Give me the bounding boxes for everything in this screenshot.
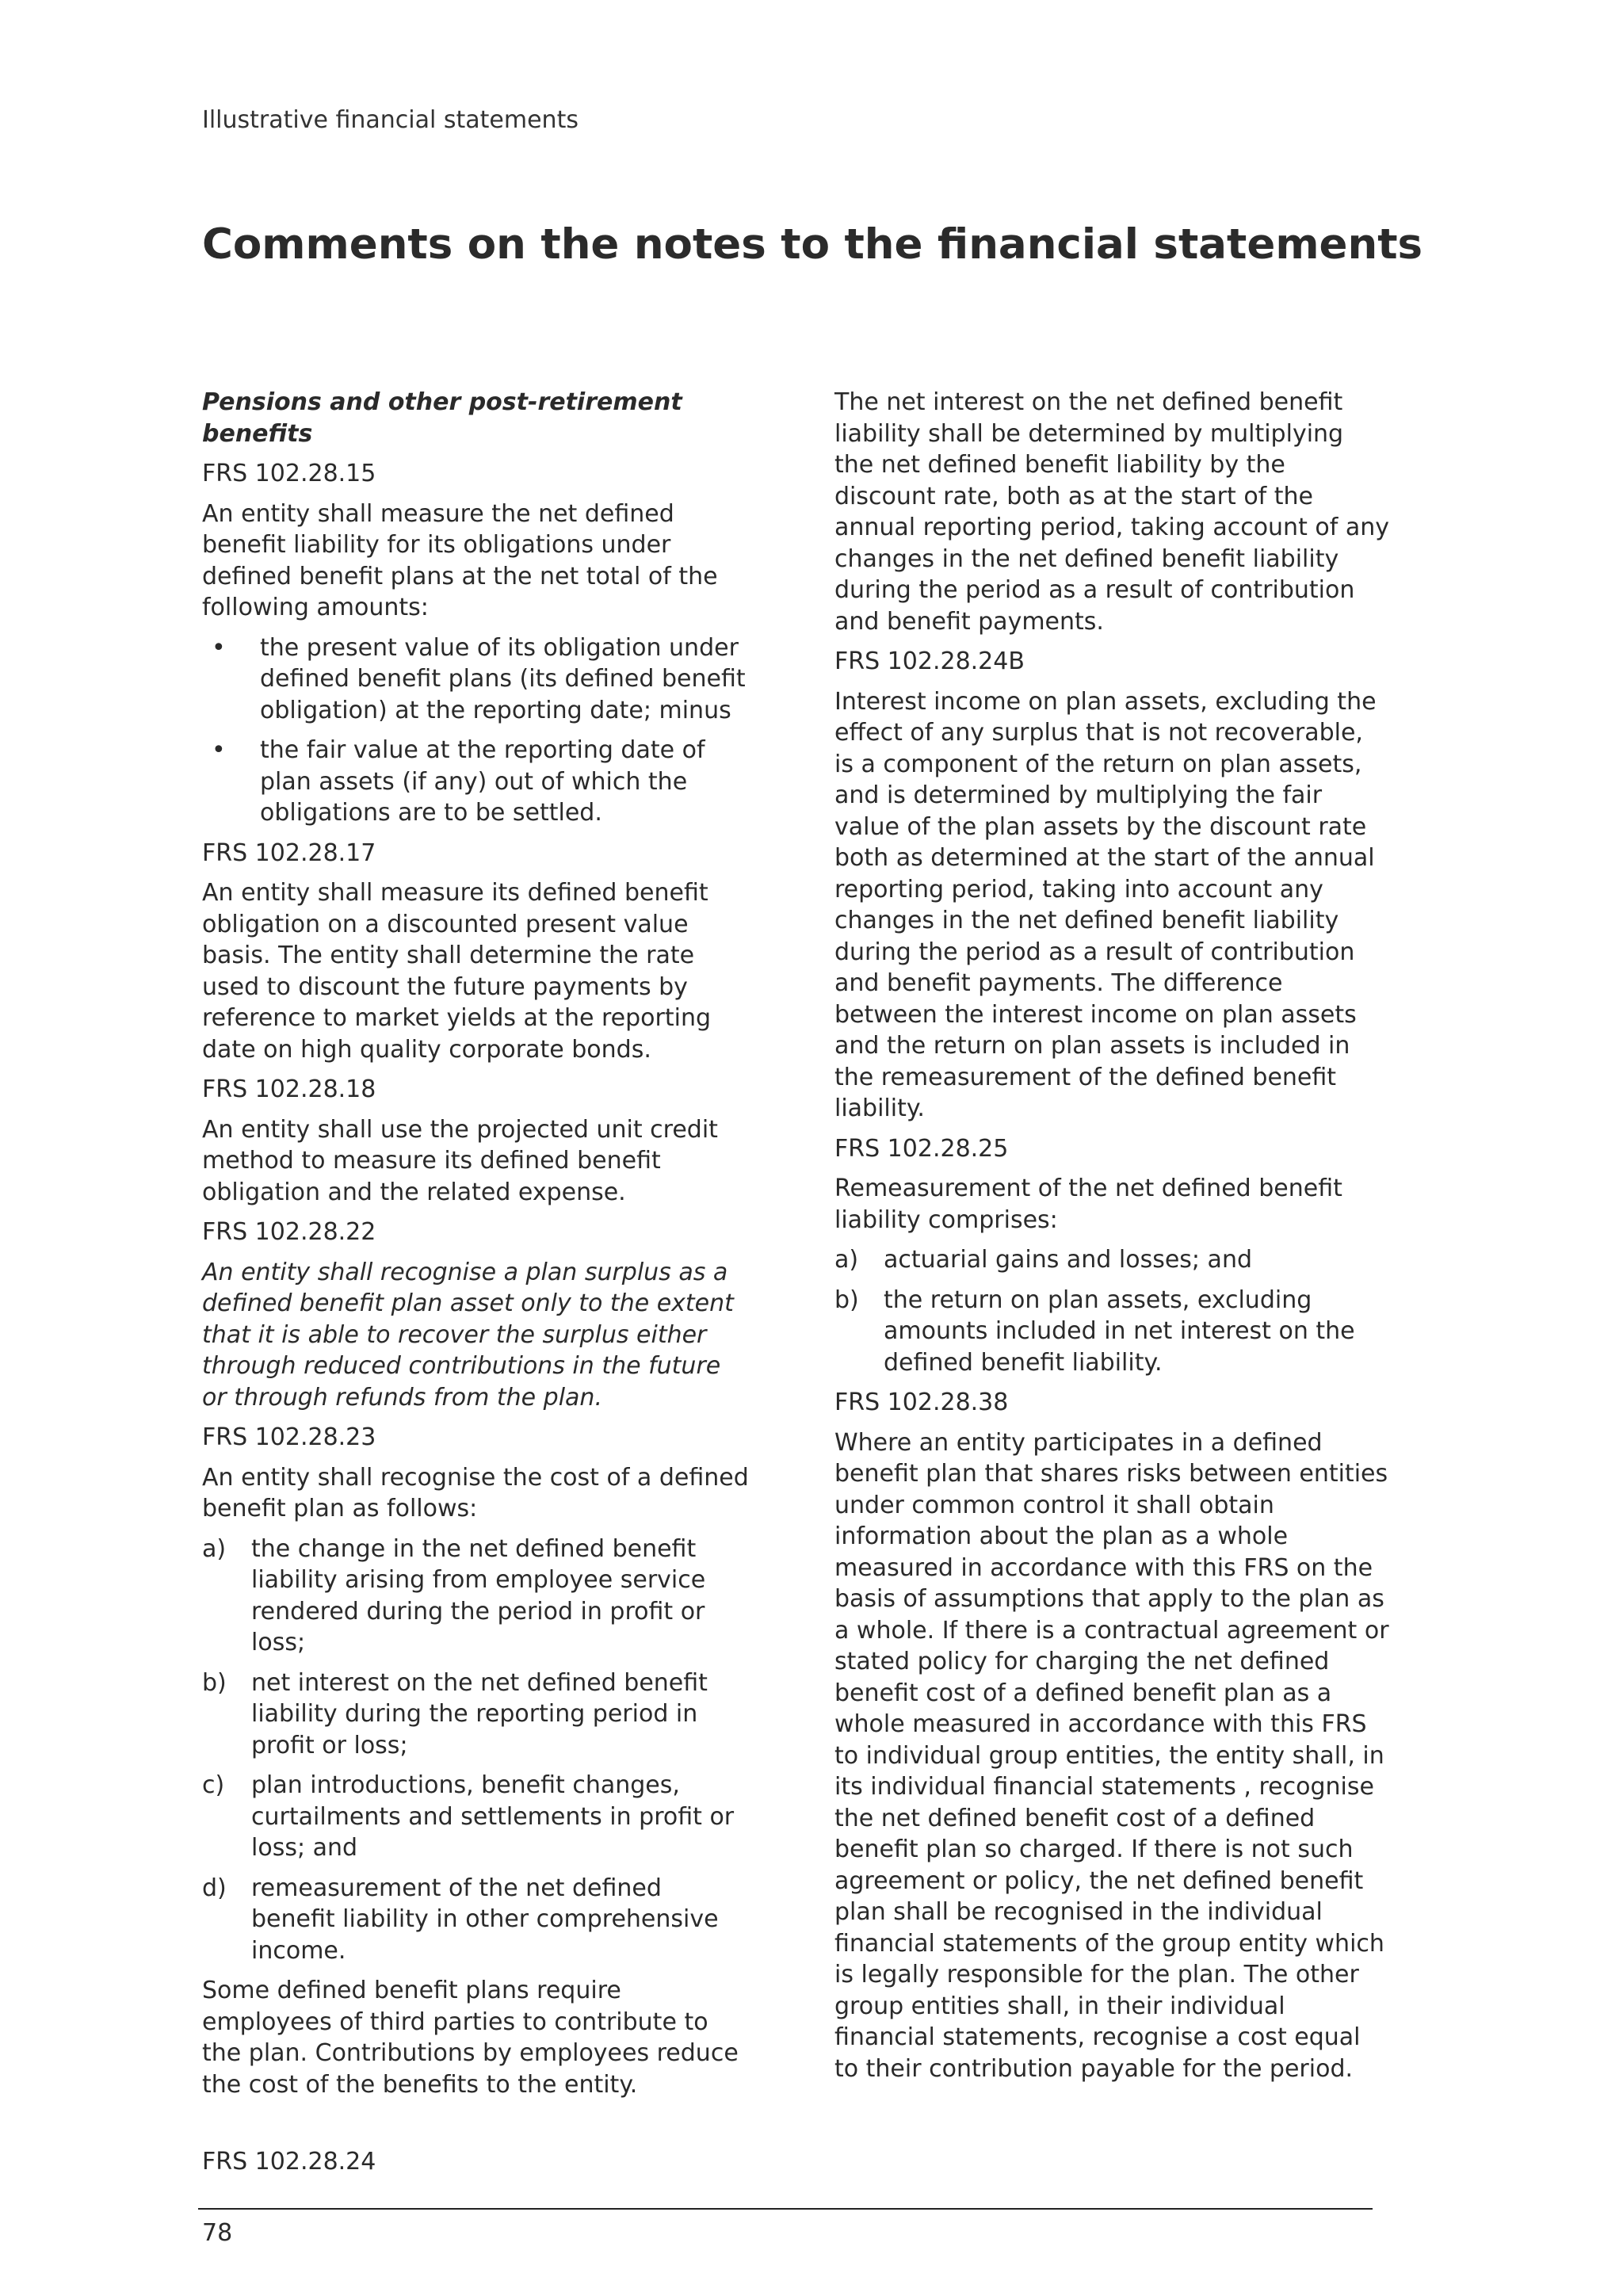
list-item [834, 1285, 1389, 1379]
list-item [202, 1668, 749, 1762]
bullet-item: • the fair value at the reporting date of plan assets (if any) out of which the obligations are to be settled. [202, 735, 749, 829]
list-item-text: remeasurement of the net defined benefit liability in other comprehensive income. [251, 1874, 719, 1965]
frs-reference: FRS 102.28.24B [834, 648, 1025, 675]
list-item [202, 1770, 749, 1864]
list-marker: a) [834, 1246, 859, 1274]
list-marker: b) [202, 1668, 227, 1697]
list-item-text: net interest on the net defined benefit liability during the reporting period in profit or loss; [251, 1668, 708, 1759]
paragraph: Interest income on plan assets, excluding the effect of any surplus that is not recoverable, is a component of the return on plan assets, and is determined by multiplying the fair value of the plan assets by the discount rate both as determined at the start of the annual reporting period, taking into account any changes in the net defined benefit liability during the period as a result of contribution and benefit payments. The difference between the interest income on plan assets and the return on plan assets is included in the remeasurement of the defined benefit liability. [834, 687, 1377, 1122]
frs-reference: FRS 102.28.15 [202, 460, 376, 487]
bullet-item: • the present value of its obligation under defined benefit plans (its defined benefit obligation) at the reporting date; minus [202, 632, 749, 727]
lettered-list [202, 1534, 749, 1967]
frs-reference: FRS 102.28.38 [834, 1389, 1009, 1416]
paragraph: Remeasurement of the net defined benefit liability comprises: [834, 1175, 1342, 1234]
list-item-text: actuarial gains and losses; and [884, 1246, 1252, 1274]
list-marker: b) [834, 1286, 859, 1314]
list-marker: d) [202, 1874, 227, 1902]
list-marker: c) [202, 1771, 225, 1799]
list-item-text: plan introductions, benefit changes, curtailments and settlements in profit or loss; and [251, 1771, 735, 1862]
page-title: Comments on the notes to the financial statements [202, 220, 1423, 269]
list-item-text: the return on plan assets, excluding amounts included in net interest on the defined benefit liability. [884, 1286, 1355, 1377]
lettered-list [834, 1244, 1389, 1378]
frs-reference: FRS 102.28.17 [202, 839, 376, 867]
frs-reference: FRS 102.28.23 [202, 1423, 376, 1451]
list-item [834, 1244, 1389, 1276]
bullet-list [202, 632, 749, 829]
frs-reference-footer: FRS 102.28.24 [202, 2148, 376, 2176]
list-item-text: the change in the net defined benefit liability arising from employee service rendered during the period in profit or loss; [251, 1534, 706, 1656]
italic-paragraph: An entity shall recognise a plan surplus as a defined benefit plan asset only to the extent that it is able to recover the surplus either through reduced contributions in the future or through refunds from the plan. [202, 1258, 734, 1412]
right-column [834, 387, 1389, 2093]
list-item [202, 1873, 749, 1967]
paragraph: The net interest on the net defined benefit liability shall be determined by multiplying the net defined benefit liability by the discount rate, both as at the start of the annual reporting period, taking account of any changes in the net defined benefit liability during the period as a result of contribution and benefit payments. [834, 388, 1389, 636]
frs-reference: FRS 102.28.22 [202, 1218, 376, 1246]
paragraph: An entity shall measure its defined benefit obligation on a discounted present value basis. The entity shall determine the rate used to discount the future payments by reference to market yields at the reporting date on high quality corporate bonds. [202, 879, 711, 1064]
section-title: Pensions and other post-retirement benefits [202, 388, 682, 448]
frs-reference: FRS 102.28.18 [202, 1075, 376, 1103]
list-marker: a) [202, 1534, 227, 1563]
paragraph: Where an entity participates in a defined benefit plan that shares risks between entities under common control it shall obtain information about the plan as a whole measured in accordance with this FRS on the basis of assumptions that apply to the plan as a whole. If there is a contractual agreement or stated policy for charging the net defined benefit cost of a defined benefit plan as a whole measured in accordance with this FRS to individual group entities, the entity shall, in its individual financial statements , recognise the net defined benefit cost of a defined benefit plan so charged. If there is not such agreement or policy, the net defined benefit plan shall be recognised in the individual financial statements of the group entity which is legally responsible for the plan. The other group entities shall, in their individual financial statements, recognise a cost equal to their contribution payable for the period. [834, 1428, 1389, 2083]
frs-reference: FRS 102.28.25 [834, 1134, 1009, 1163]
paragraph: An entity shall recognise the cost of a defined benefit plan as follows: [202, 1463, 749, 1522]
left-column [202, 387, 749, 2109]
paragraph: An entity shall use the projected unit credit method to measure its defined benefit obligation and the related expense. [202, 1115, 718, 1206]
running-header: Illustrative financial statements [202, 106, 579, 134]
paragraph: Some defined benefit plans require employees of third parties to contribute to the plan. Contributions by employees reduce the cost of the benefits to the entity. [202, 1977, 739, 2099]
footer-divider [198, 2208, 1373, 2210]
page-number: 78 [202, 2219, 233, 2247]
paragraph: An entity shall measure the net defined benefit liability for its obligations under defined benefit plans at the net total of the following amounts: [202, 499, 718, 621]
list-item [202, 1534, 749, 1659]
